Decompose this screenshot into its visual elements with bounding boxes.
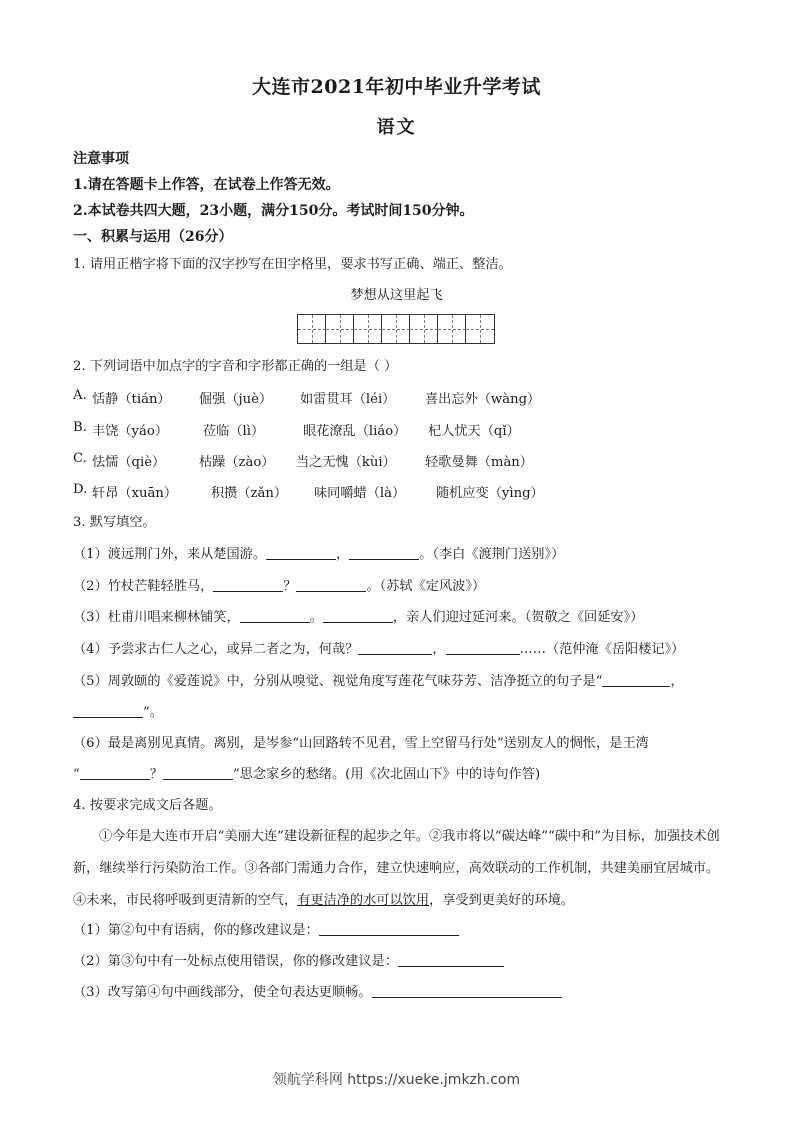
q4-passage: ①今年是大连市开启“美丽大连”建设新征程的起步之年。②我市将以“碳达峰”“碳中和”为目标，加强技术创新，继续举行污染防治工作。③各部门需通力合作，建立快速响应，高效联动的工作机制，共建美丽宜居城市。④未来，市民将呼吸到更清新的空气，有更洁净的水可以饮用，享受到更美好的环境。 [73,829,720,908]
tianzi-grid[interactable] [297,314,495,344]
answer-blank[interactable] [163,766,233,780]
option-a-item: 倔强（juè） [199,392,273,407]
underlined-phrase: 有更洁净的水可以饮用 [297,893,430,908]
option-c-item: 轻歌曼舞（màn） [425,455,533,470]
option-b-item: 莅临（lì） [203,424,265,439]
q4-sub-1: （1）第②句中有语病，你的修改建议是： [73,922,459,940]
q3-line-6-cont: “ ？ ”思念家乡的愁绪。(用《次北固山下》中的诗句作答) [73,767,541,782]
grid-cell[interactable] [438,315,466,343]
option-a-item: 如雷贯耳（léi） [300,392,396,407]
q3-line-3: （3）杜甫川唱来柳林铺笑， 。 ，亲人们迎过延河来。（贺敬之《回延安》） [73,610,644,625]
q3-line-1: （1）渡远荆门外，来从楚国游。 ， 。（李白《渡荆门送别》） [73,547,565,562]
answer-blank[interactable] [349,546,419,560]
answer-blank[interactable] [398,953,504,967]
option-a-item: 喜出忘外（wàng） [425,392,541,407]
grid-cell[interactable] [466,315,494,343]
answer-blank[interactable] [602,673,670,687]
option-d-item: 随机应变（yìng） [436,486,544,501]
option-d-item: 积攒（zǎn） [211,486,288,501]
answer-blank[interactable] [319,922,459,936]
option-a-label: A. [73,388,87,403]
notice-item-1: 1.请在答题卡上作答，在试卷上作答无效。 [73,177,340,193]
answer-blank[interactable] [240,609,310,623]
option-d-item: 味同嚼蜡（là） [314,486,406,501]
footer-watermark: 领航学科网 https://xueke.jmkzh.com [272,1072,521,1088]
answer-blank[interactable] [296,578,366,592]
grid-cell[interactable] [382,315,410,343]
option-c-item: 枯躁（zào） [199,455,275,470]
answer-blank[interactable] [372,984,562,998]
q3-prompt: 3. 默写填空。 [73,515,156,530]
option-c-item: 怯懦（qiè） [92,455,166,470]
section-1-heading: 一、积累与运用（26分） [73,229,233,245]
q3-line-4: （4）予尝求古仁人之心，或异二者之为，何哉？ ， ……（范仲淹《岳阳楼记》） [73,642,685,657]
q1-prompt: 1. 请用正楷字将下面的汉字抄写在田字格里，要求书写正确、端正、整洁。 [73,257,512,272]
answer-blank[interactable] [446,641,520,655]
option-c-label: C. [73,451,87,466]
exam-subject: 语文 [376,117,417,138]
q4-sub-2: （2）第③句中有一处标点使用错误，你的修改建议是： [73,953,504,971]
exam-title: 大连市2021年初中毕业升学考试 [252,76,541,98]
answer-blank[interactable] [266,546,336,560]
q1-phrase: 梦想从这里起飞 [350,288,443,303]
q3-line-5: （5）周敦颐的《爱莲说》中，分别从嗅觉、视觉角度写莲花气味芬芳、洁净挺立的句子是“ ， [73,674,684,689]
notice-heading: 注意事项 [73,151,129,167]
grid-cell[interactable] [298,315,326,343]
answer-blank[interactable] [358,641,432,655]
q2-prompt: 2. 下列词语中加点字的字音和字形都正确的一组是（ ） [73,359,398,374]
option-b-item: 眼花潦乱（liáo） [303,424,407,439]
q4-sub-3: （3）改写第④句中画线部分，使全句表达更顺畅。 [73,984,562,1002]
option-d-label: D. [73,482,88,497]
q3-line-6: （6）最是离别见真情。离别，是岑参“山回路转不见君，雪上空留马行处”送别友人的惆怅，是王湾 [73,736,649,751]
option-d-item: 轩昂（xuān） [92,486,178,501]
grid-cell[interactable] [354,315,382,343]
q3-line-2: （2）竹杖芒鞋轻胜马， ？ 。（苏轼《定风波》） [73,579,486,594]
q4-prompt: 4. 按要求完成文后各题。 [73,798,222,813]
option-b-label: B. [73,420,87,435]
notice-item-2: 2.本试卷共四大题，23小题，满分150分。考试时间150分钟。 [73,203,474,219]
answer-blank[interactable] [323,609,393,623]
option-b-item: 丰饶（yáo） [92,424,169,439]
option-c-item: 当之无愧（kùi） [296,455,396,470]
answer-blank[interactable] [80,766,150,780]
grid-cell[interactable] [410,315,438,343]
answer-blank[interactable] [213,578,283,592]
option-a-item: 恬静（tián） [92,392,171,407]
grid-cell[interactable] [326,315,354,343]
answer-blank[interactable] [73,704,143,718]
q3-line-5-cont: ”。 [73,704,163,722]
option-b-item: 杞人忧天（qǐ） [428,424,520,439]
